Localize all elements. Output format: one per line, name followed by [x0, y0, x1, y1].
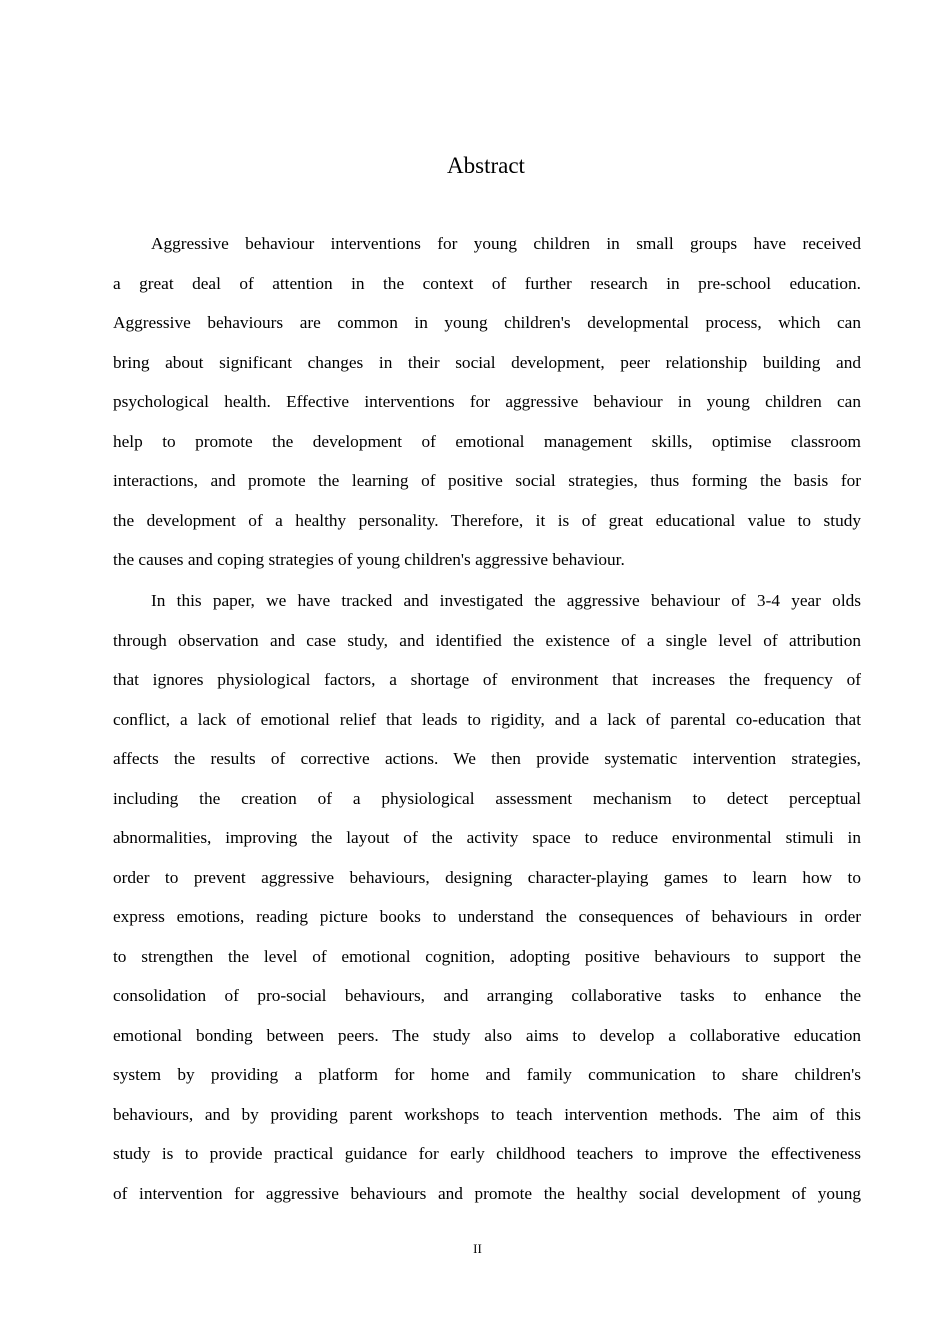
- text-line: of intervention for aggressive behaviours and promote the healthy social development of young: [113, 1183, 861, 1203]
- abstract-paragraph-2: [113, 581, 861, 1213]
- text-line: Aggressive behaviour interventions for young children in small groups have received: [151, 234, 861, 253]
- text-line: the causes and coping strategies of young children's aggressive behaviour.: [113, 550, 625, 569]
- text-line: express emotions, reading picture books to understand the consequences of behaviours in order: [113, 907, 861, 926]
- text-line: order to prevent aggressive behaviours, designing character-playing games to learn how to: [113, 867, 861, 887]
- text-line: interactions, and promote the learning of positive social strategies, thus forming the basis for: [113, 471, 861, 490]
- text-line: including the creation of a physiological assessment mechanism to detect perceptual: [113, 788, 861, 808]
- text-line: conflict, a lack of emotional relief that leads to rigidity, and a lack of parental co-education that: [113, 709, 861, 729]
- text-line: In this paper, we have tracked and investigated the aggressive behaviour of 3-4 year olds: [151, 591, 861, 610]
- text-line: psychological health. Effective interventions for aggressive behaviour in young children can: [113, 392, 861, 411]
- text-line: bring about significant changes in their social development, peer relationship building and: [113, 352, 861, 372]
- text-line: Aggressive behaviours are common in young children's developmental process, which can: [113, 313, 861, 332]
- text-line: behaviours, and by providing parent workshops to teach intervention methods. The aim of this: [113, 1104, 861, 1124]
- page-number: II: [473, 1241, 482, 1256]
- text-line: emotional bonding between peers. The study also aims to develop a collaborative education: [113, 1025, 861, 1045]
- text-line: through observation and case study, and identified the existence of a single level of attribution: [113, 630, 861, 650]
- text-line: that ignores physiological factors, a shortage of environment that increases the frequency of: [113, 670, 861, 689]
- text-line: study is to provide practical guidance for early childhood teachers to improve the effectiveness: [113, 1144, 861, 1163]
- text-line: help to promote the development of emotional management skills, optimise classroom: [113, 431, 861, 451]
- text-line: to strengthen the level of emotional cognition, adopting positive behaviours to support the: [113, 946, 861, 966]
- text-line: affects the results of corrective actions. We then provide systematic intervention strategies,: [113, 749, 861, 768]
- text-line: system by providing a platform for home and family communication to share children's: [113, 1065, 861, 1084]
- text-line: the development of a healthy personality. Therefore, it is of great educational value to study: [113, 510, 861, 530]
- abstract-paragraph-1: [113, 224, 861, 580]
- abstract-title: Abstract: [447, 153, 525, 178]
- text-line: abnormalities, improving the layout of the activity space to reduce environmental stimuli in: [113, 828, 861, 847]
- text-line: a great deal of attention in the context of further research in pre-school education.: [113, 273, 861, 293]
- text-line: consolidation of pro-social behaviours, and arranging collaborative tasks to enhance the: [113, 986, 861, 1005]
